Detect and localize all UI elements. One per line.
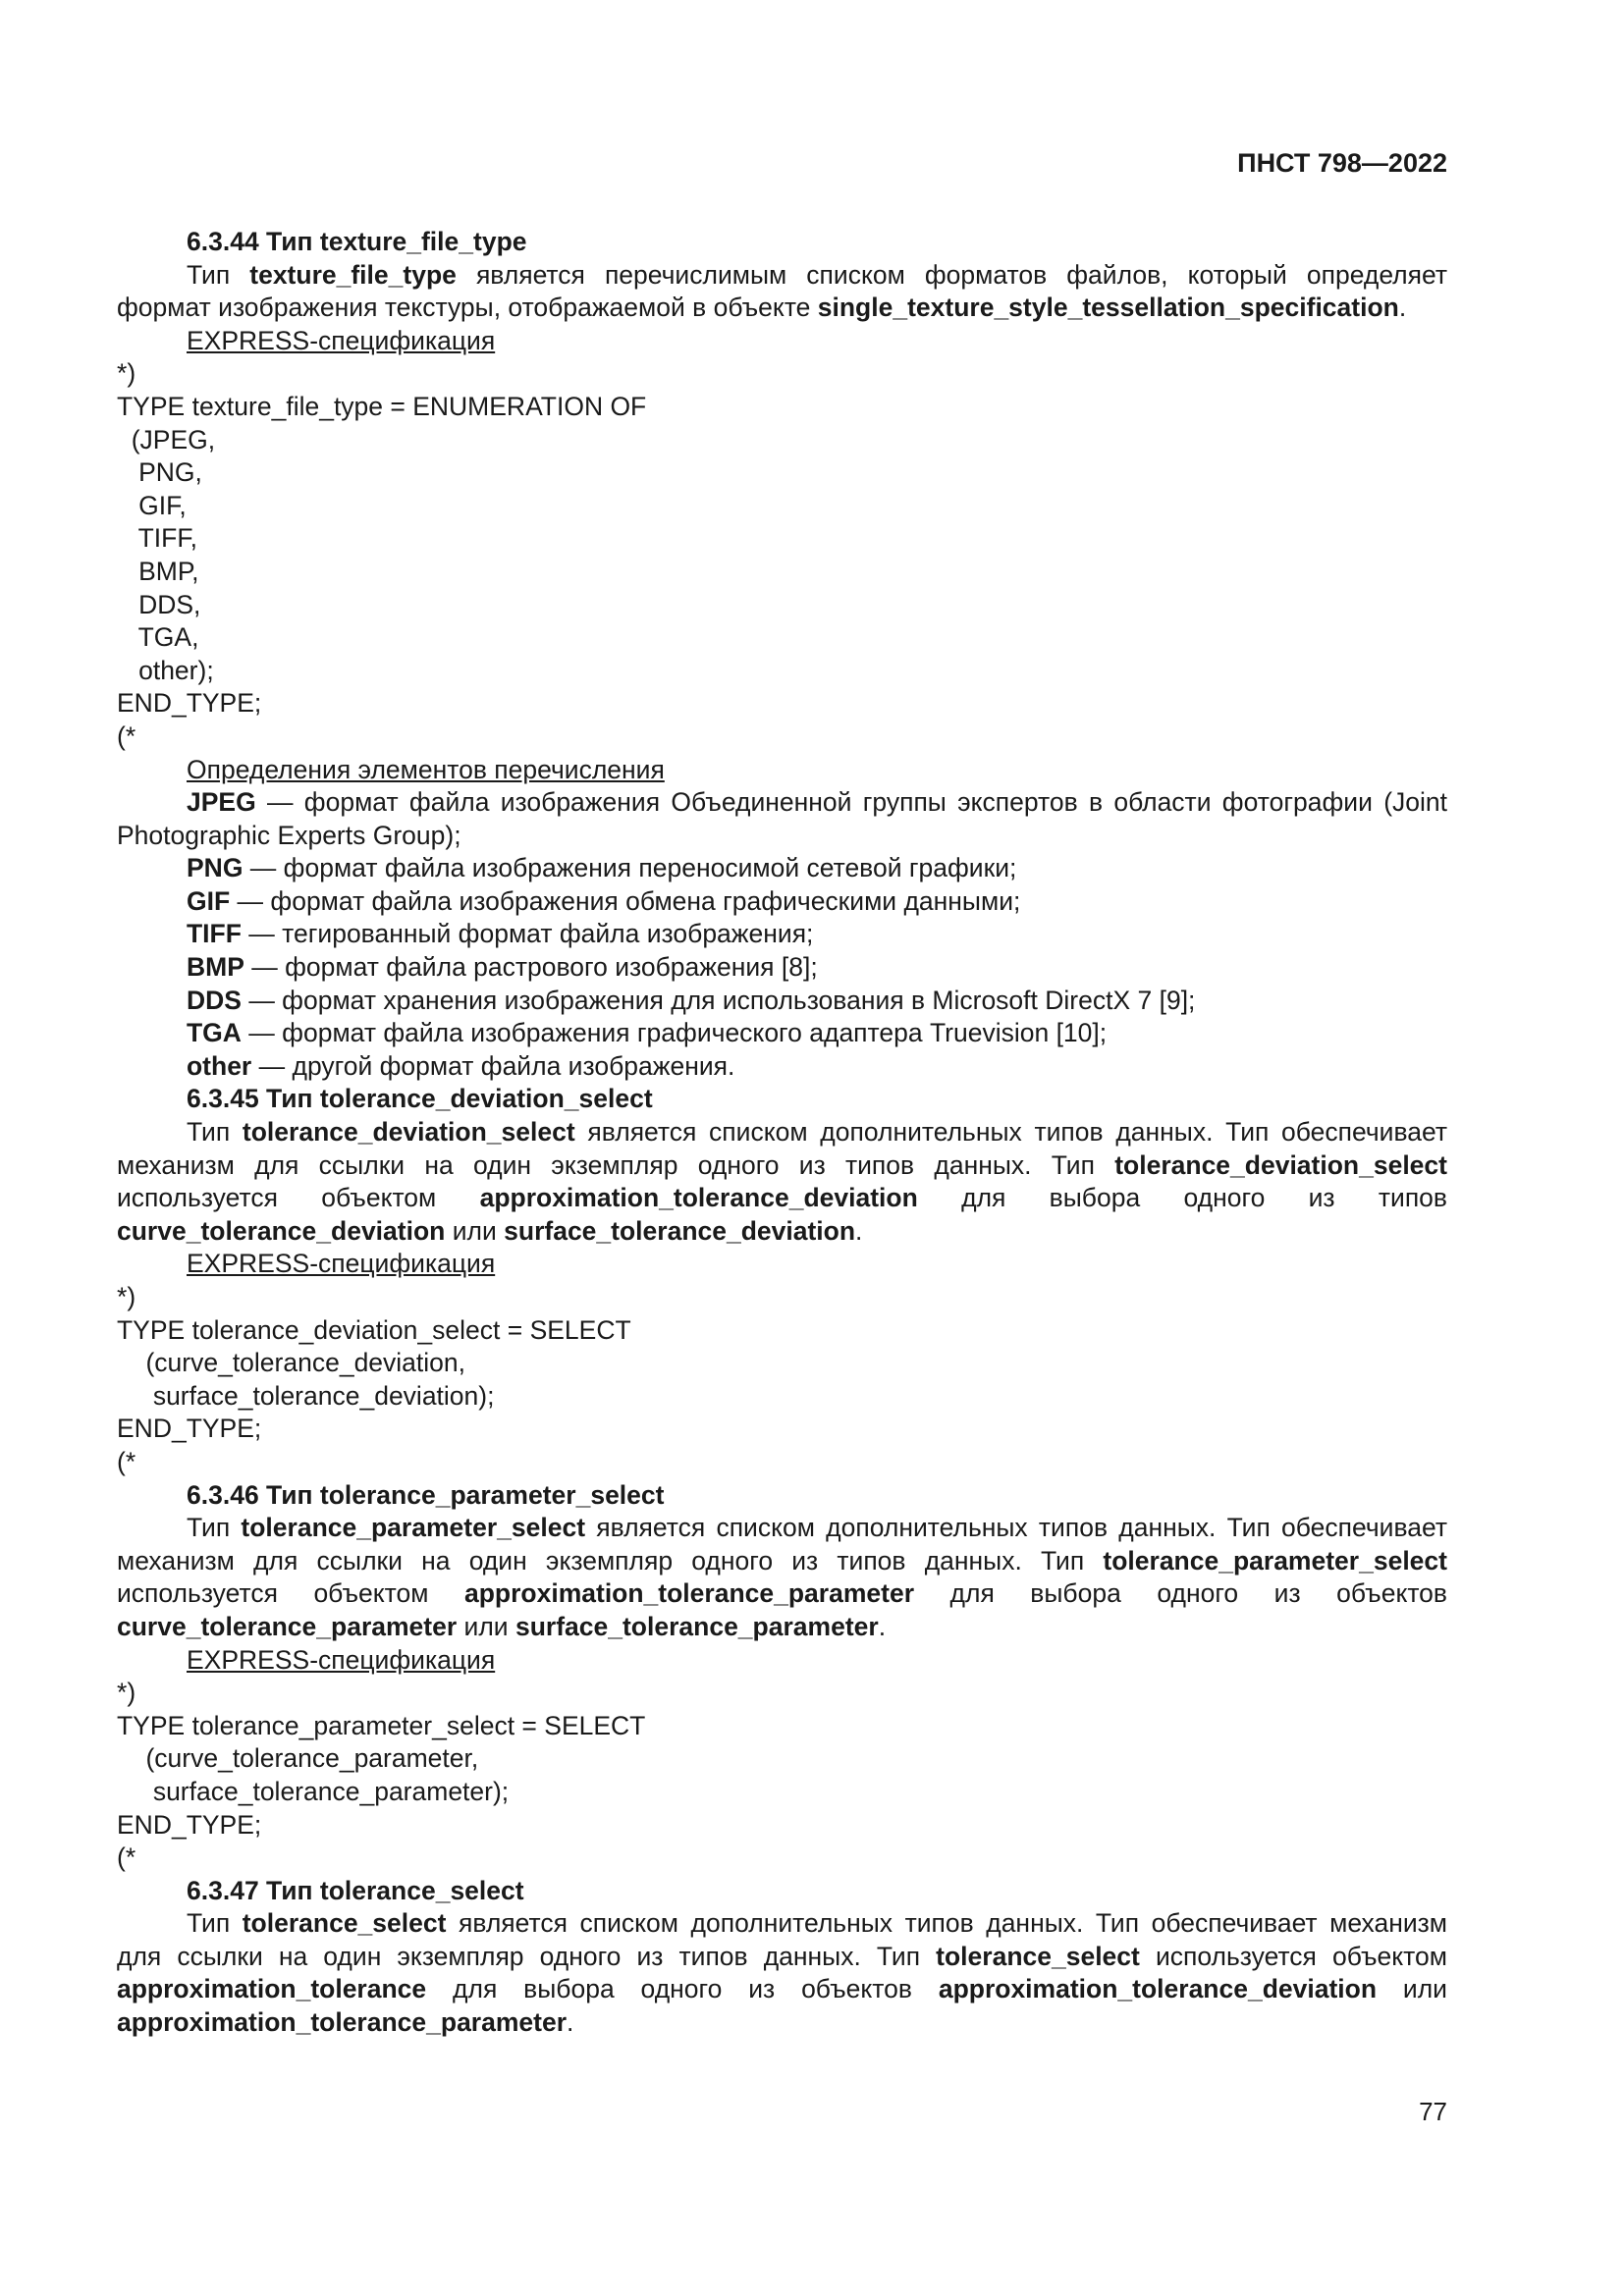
section-heading-6-3-47: 6.3.47 Тип tolerance_select — [187, 1875, 524, 1905]
definition-item: TGA — формат файла изображения графического адаптера Truevision [10]; — [187, 1018, 1108, 1048]
express-code-block — [117, 1677, 1447, 1875]
code-line: TIFF, — [117, 523, 197, 554]
code-line: surface_tolerance_parameter); — [117, 1776, 510, 1806]
code-line: END_TYPE; — [117, 688, 262, 719]
express-spec-label: EXPRESS-спецификация — [187, 325, 496, 355]
section-paragraph: Тип tolerance_parameter_select является списком дополнительных типов данных. Тип обеспечивает механизм для ссылки на один экземпляр одного из типов данных. Тип tolerance_parameter_select используется объектом approximation_tolerance_parameter для выбора одного из объектов curve_tolerance_parameter или surface_tolerance_parameter. — [117, 1513, 1447, 1641]
code-line: END_TYPE; — [117, 1414, 262, 1444]
code-line: other); — [117, 655, 214, 685]
code-line: TYPE tolerance_parameter_select = SELECT — [117, 1710, 646, 1740]
code-line: PNG, — [117, 457, 202, 488]
code-line: GIF, — [117, 490, 187, 520]
express-spec-label: EXPRESS-спецификация — [187, 1249, 496, 1279]
section-heading-6-3-44: 6.3.44 Тип texture_file_type — [187, 227, 527, 256]
express-code-block — [117, 357, 1447, 753]
code-line: TYPE texture_file_type = ENUMERATION OF — [117, 391, 647, 421]
definition-item: other — другой формат файла изображения. — [187, 1050, 735, 1081]
document-id: ПНСТ 798—2022 — [1237, 148, 1447, 178]
express-code-block — [117, 1281, 1447, 1479]
page-number: 77 — [1419, 2097, 1447, 2126]
code-line: (curve_tolerance_parameter, — [117, 1743, 479, 1774]
page-content — [117, 226, 1447, 2040]
definition-item: PNG — формат файла изображения переносимой сетевой графики; — [187, 853, 1017, 883]
definition-item: JPEG — формат файла изображения Объединенной группы экспертов в области фотографии (Joint Photographic Experts Group); — [117, 787, 1447, 850]
code-line: (JPEG, — [117, 424, 216, 454]
code-line: *) — [117, 358, 136, 389]
definition-item: BMP — формат файла растрового изображения [8]; — [187, 952, 818, 983]
definition-item: DDS — формат хранения изображения для использования в Microsoft DirectX 7 [9]; — [187, 985, 1196, 1015]
code-line: TGA, — [117, 622, 199, 653]
code-line: *) — [117, 1282, 136, 1311]
code-line: (curve_tolerance_deviation, — [117, 1348, 466, 1378]
code-line: DDS, — [117, 589, 201, 619]
section-paragraph: Тип tolerance_deviation_select является списком дополнительных типов данных. Тип обеспечивает механизм для ссылки на один экземпляр одного из типов данных. Тип tolerance_deviation_select используется объектом approximation_tolerance_deviation для выбора одного из типов curve_tolerance_deviation или surface_tolerance_deviation. — [117, 1117, 1447, 1246]
code-line: END_TYPE; — [117, 1809, 262, 1840]
code-line: BMP, — [117, 556, 199, 586]
definition-item: GIF — формат файла изображения обмена графическими данными; — [187, 885, 1021, 916]
definition-item: TIFF — тегированный формат файла изображения; — [187, 919, 814, 949]
code-line: (* — [117, 1446, 136, 1476]
definitions-label: Определения элементов перечисления — [187, 754, 665, 784]
section-paragraph: Тип tolerance_select является списком дополнительных типов данных. Тип обеспечивает механизм для ссылки на один экземпляр одного из типов данных. Тип tolerance_select используется объектом approximation_tolerance для выбора одного из объектов approximation_tolerance_deviation или approximation_tolerance_parameter. — [117, 1908, 1447, 2038]
section-heading-6-3-46: 6.3.46 Тип tolerance_parameter_select — [187, 1479, 665, 1510]
code-line: TYPE tolerance_deviation_select = SELECT — [117, 1314, 631, 1345]
code-line: *) — [117, 1678, 136, 1708]
express-spec-label: EXPRESS-спецификация — [187, 1644, 496, 1675]
code-line: (* — [117, 1842, 136, 1873]
code-line: surface_tolerance_deviation); — [117, 1380, 495, 1411]
code-line: (* — [117, 721, 136, 751]
section-paragraph: Тип texture_file_type является перечислимым списком форматов файлов, который определяет формат изображения текстуры, отображаемой в объекте single_texture_style_tessellation_specification. — [117, 259, 1447, 323]
section-heading-6-3-45: 6.3.45 Тип tolerance_deviation_select — [187, 1084, 653, 1114]
